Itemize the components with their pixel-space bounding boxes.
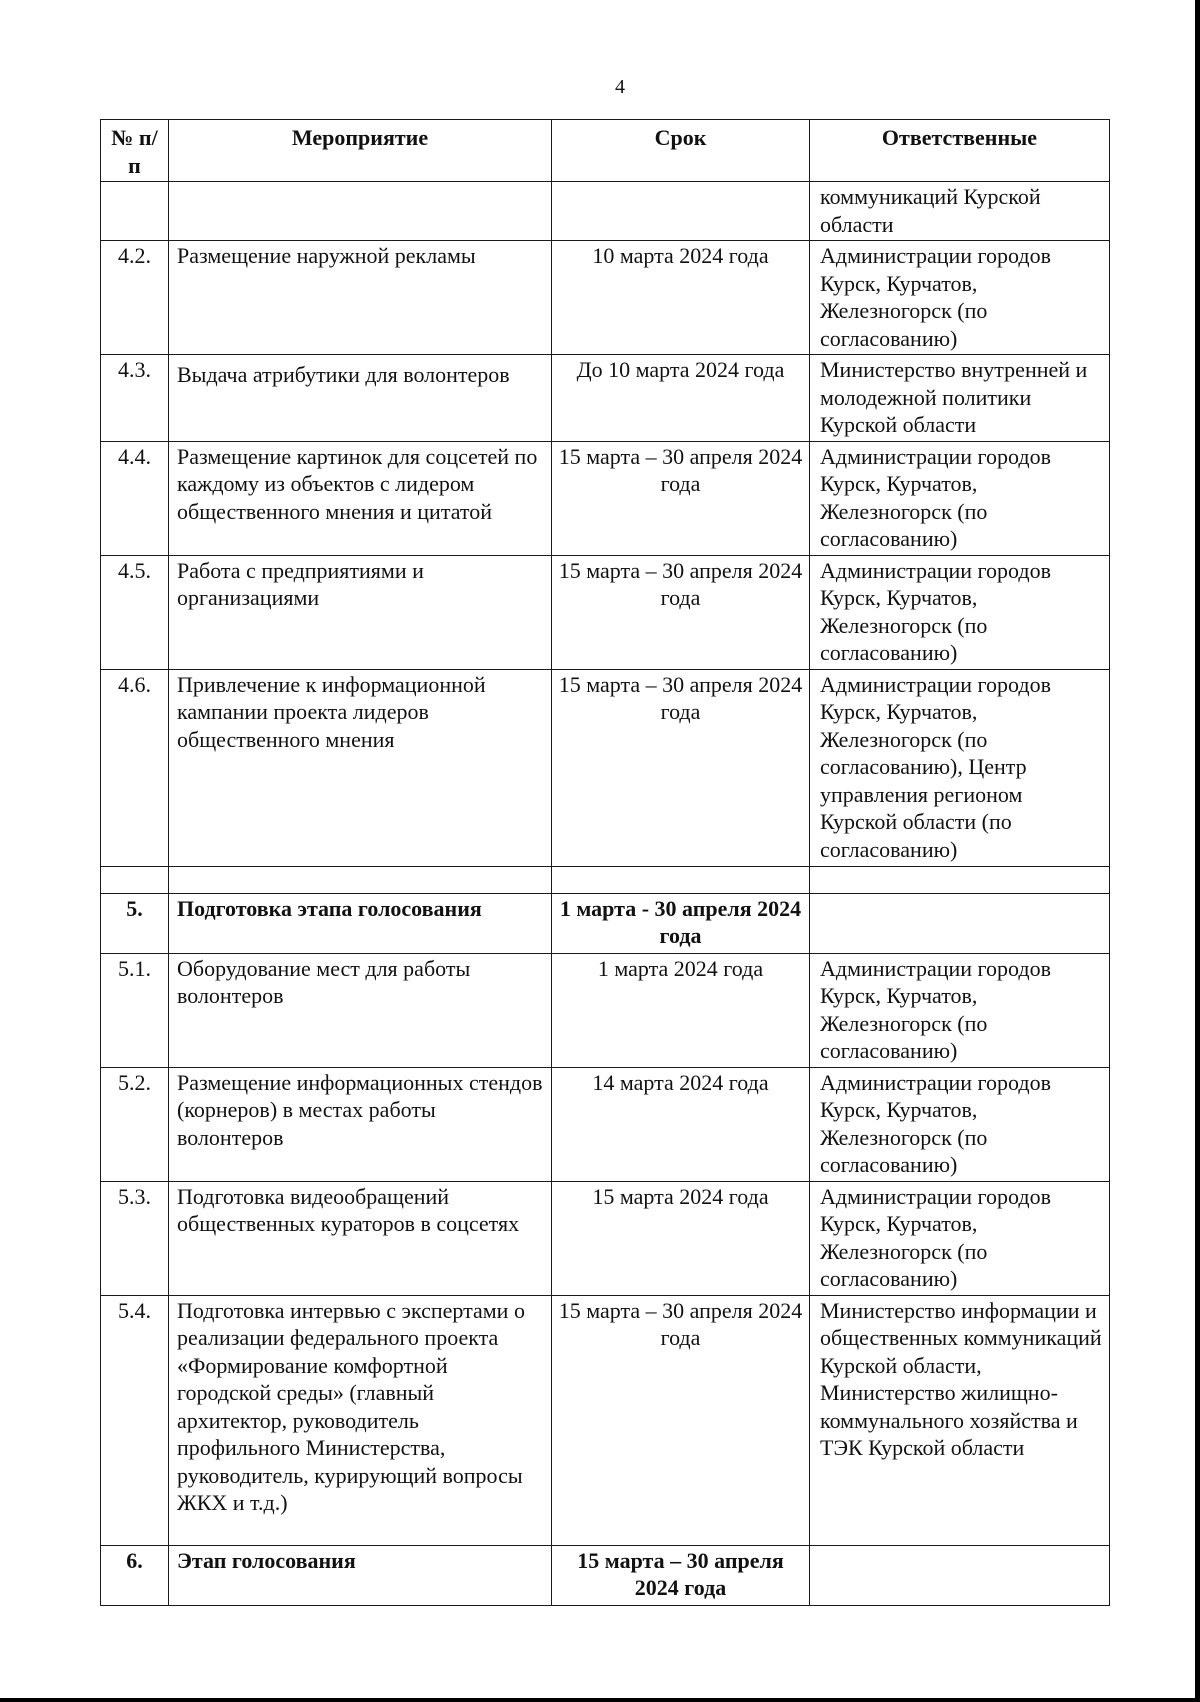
row-date: 10 марта 2024 года	[552, 241, 810, 355]
table-header-row	[101, 120, 1110, 182]
row-num: 5.3.	[101, 1181, 169, 1295]
row-date: 15 марта – 30 апреля 2024 года	[552, 669, 810, 866]
row-event: Работа с предприятиями и организациями	[169, 555, 552, 669]
row-event: Подготовка видеообращений общественных кураторов в соцсетях	[169, 1181, 552, 1295]
row-event: Оборудование мест для работы волонтеров	[169, 953, 552, 1067]
table-row	[101, 555, 1110, 669]
scan-edge-right	[1195, 0, 1200, 1702]
row-responsible	[810, 866, 1110, 893]
row-event: Подготовка интервью с экспертами о реализации федерального проекта «Формирование комфортной городской среды» (главный архитектор, руководитель профильного Министерства, руководитель, курирующий вопросы ЖКХ и т.д.)	[169, 1295, 552, 1545]
row-num: 6.	[101, 1545, 169, 1605]
header-event: Мероприятие	[169, 120, 552, 182]
scan-edge-bottom	[0, 1698, 1200, 1702]
row-num: 4.6.	[101, 669, 169, 866]
row-date: 1 марта 2024 года	[552, 953, 810, 1067]
table-row	[101, 441, 1110, 555]
row-responsible: коммуникаций Курской области	[810, 182, 1110, 241]
table-row	[101, 866, 1110, 893]
row-date: 15 марта – 30 апреля 2024 года	[552, 1545, 810, 1605]
row-event: Размещение картинок для соцсетей по каждому из объектов с лидером общественного мнения и цитатой	[169, 441, 552, 555]
row-responsible: Министерство информации и общественных коммуникаций Курской области, Министерство жилищно-коммунального хозяйства и ТЭК Курской области	[810, 1295, 1110, 1545]
row-date: 15 марта – 30 апреля 2024 года	[552, 441, 810, 555]
events-table	[100, 119, 1110, 1606]
table-row	[101, 355, 1110, 442]
row-num: 5.4.	[101, 1295, 169, 1545]
row-event: Подготовка этапа голосования	[169, 893, 552, 953]
row-date: 15 марта 2024 года	[552, 1181, 810, 1295]
table-row	[101, 241, 1110, 355]
row-responsible: Администрации городов Курск, Курчатов, Железногорск (по согласованию)	[810, 953, 1110, 1067]
row-responsible: Администрации городов Курск, Курчатов, Железногорск (по согласованию)	[810, 1067, 1110, 1181]
row-date: 1 марта - 30 апреля 2024 года	[552, 893, 810, 953]
row-date: 14 марта 2024 года	[552, 1067, 810, 1181]
table-row	[101, 669, 1110, 866]
header-date: Срок	[552, 120, 810, 182]
row-event: Размещение информационных стендов (корнеров) в местах работы волонтеров	[169, 1067, 552, 1181]
row-event: Размещение наружной рекламы	[169, 241, 552, 355]
row-date	[552, 182, 810, 241]
row-event	[169, 866, 552, 893]
row-num	[101, 182, 169, 241]
row-num	[101, 866, 169, 893]
row-date: До 10 марта 2024 года	[552, 355, 810, 442]
page-number: 4	[615, 76, 625, 98]
table-row	[101, 182, 1110, 241]
row-date	[552, 866, 810, 893]
row-num: 5.	[101, 893, 169, 953]
row-num: 4.4.	[101, 441, 169, 555]
row-responsible	[810, 893, 1110, 953]
table-row	[101, 893, 1110, 953]
row-responsible: Администрации городов Курск, Курчатов, Железногорск (по согласованию)	[810, 241, 1110, 355]
table-row	[101, 1067, 1110, 1181]
table-row	[101, 1295, 1110, 1545]
row-event: Привлечение к информационной кампании проекта лидеров общественного мнения	[169, 669, 552, 866]
row-num: 5.1.	[101, 953, 169, 1067]
row-responsible: Администрации городов Курск, Курчатов, Железногорск (по согласованию), Центр управления регионом Курской области (по согласованию)	[810, 669, 1110, 866]
row-num: 4.5.	[101, 555, 169, 669]
row-event	[169, 182, 552, 241]
row-responsible: Министерство внутренней и молодежной политики Курской области	[810, 355, 1110, 442]
table-row	[101, 953, 1110, 1067]
row-num: 5.2.	[101, 1067, 169, 1181]
table-row	[101, 1545, 1110, 1605]
row-event: Выдача атрибутики для волонтеров	[169, 355, 552, 442]
row-responsible	[810, 1545, 1110, 1605]
row-num: 4.3.	[101, 355, 169, 442]
table-row	[101, 1181, 1110, 1295]
header-responsible: Ответственные	[810, 120, 1110, 182]
row-responsible: Администрации городов Курск, Курчатов, Железногорск (по согласованию)	[810, 555, 1110, 669]
row-responsible: Администрации городов Курск, Курчатов, Железногорск (по согласованию)	[810, 1181, 1110, 1295]
row-event: Этап голосования	[169, 1545, 552, 1605]
row-num: 4.2.	[101, 241, 169, 355]
row-responsible: Администрации городов Курск, Курчатов, Железногорск (по согласованию)	[810, 441, 1110, 555]
header-num: № п/п	[101, 120, 169, 182]
row-date: 15 марта – 30 апреля 2024 года	[552, 1295, 810, 1545]
row-date: 15 марта – 30 апреля 2024 года	[552, 555, 810, 669]
